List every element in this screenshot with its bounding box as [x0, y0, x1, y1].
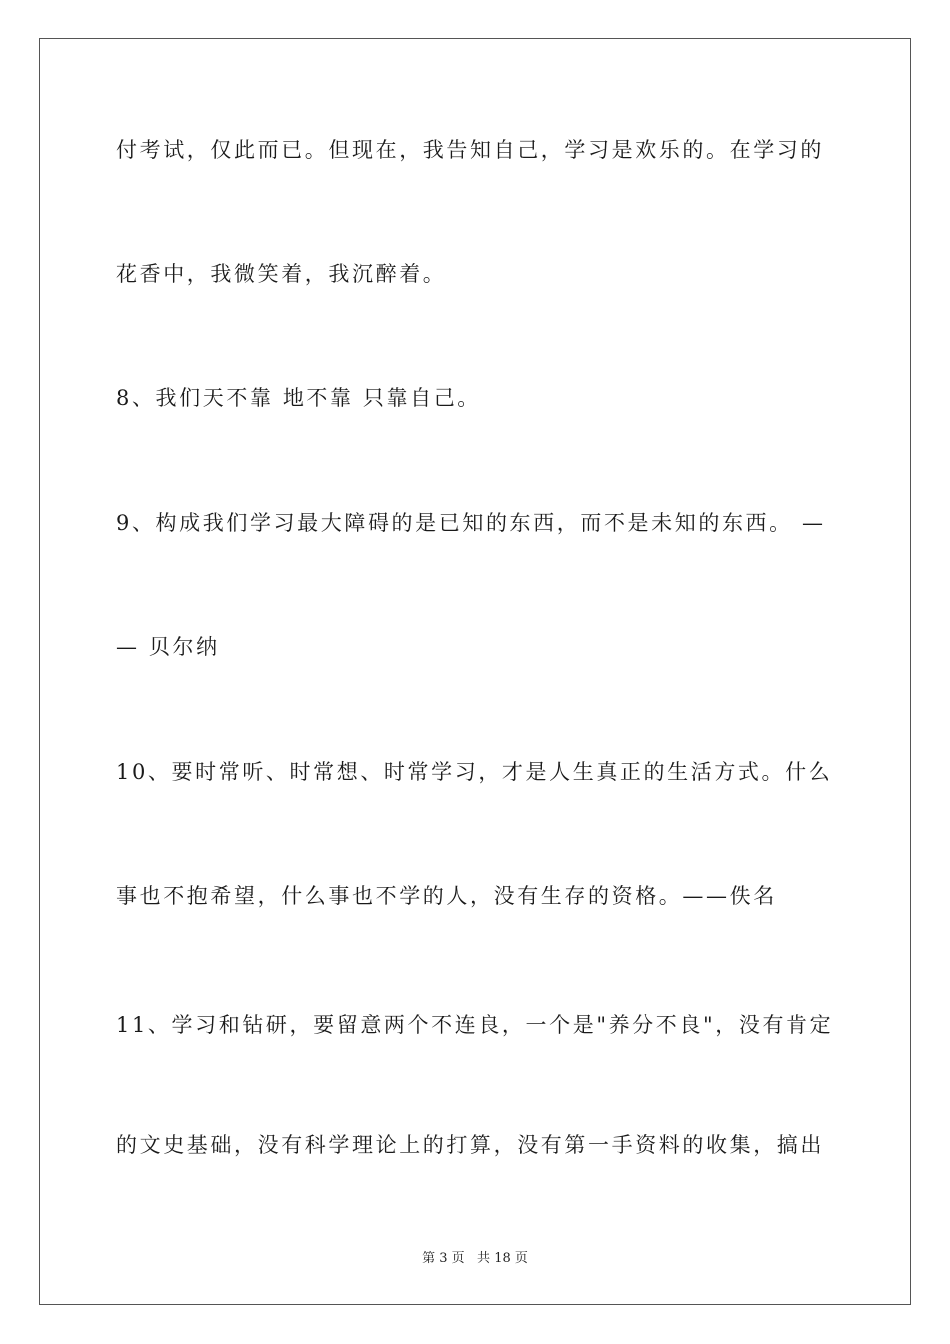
paragraph-line: — 贝尔纳	[116, 635, 220, 659]
paragraph-line: 花香中，我微笑着，我沉醉着。	[116, 262, 447, 286]
paragraph-line: 事也不抱希望，什么事也不学的人，没有生存的资格。——佚名	[116, 884, 777, 908]
paragraph-line: 的文史基础，没有科学理论上的打算，没有第一手资料的收集，搞出	[116, 1133, 824, 1157]
paragraph-line: 10、要时常听、时常想、时常学习，才是人生真正的生活方式。什么	[116, 760, 833, 784]
page-border	[39, 38, 911, 1305]
paragraph-line: 8、我们天不靠 地不靠 只靠自己。	[116, 386, 481, 410]
paragraph-line: 付考试，仅此而已。但现在，我告知自己，学习是欢乐的。在学习的	[116, 138, 824, 162]
page-number-footer: 第 3 页 共 18 页	[422, 1251, 528, 1266]
paragraph-line: 9、构成我们学习最大障碍的是已知的东西，而不是未知的东西。 —	[116, 511, 826, 535]
paragraph-line: 11、学习和钻研，要留意两个不连良，一个是"养分不良"，没有肯定	[116, 1013, 834, 1037]
